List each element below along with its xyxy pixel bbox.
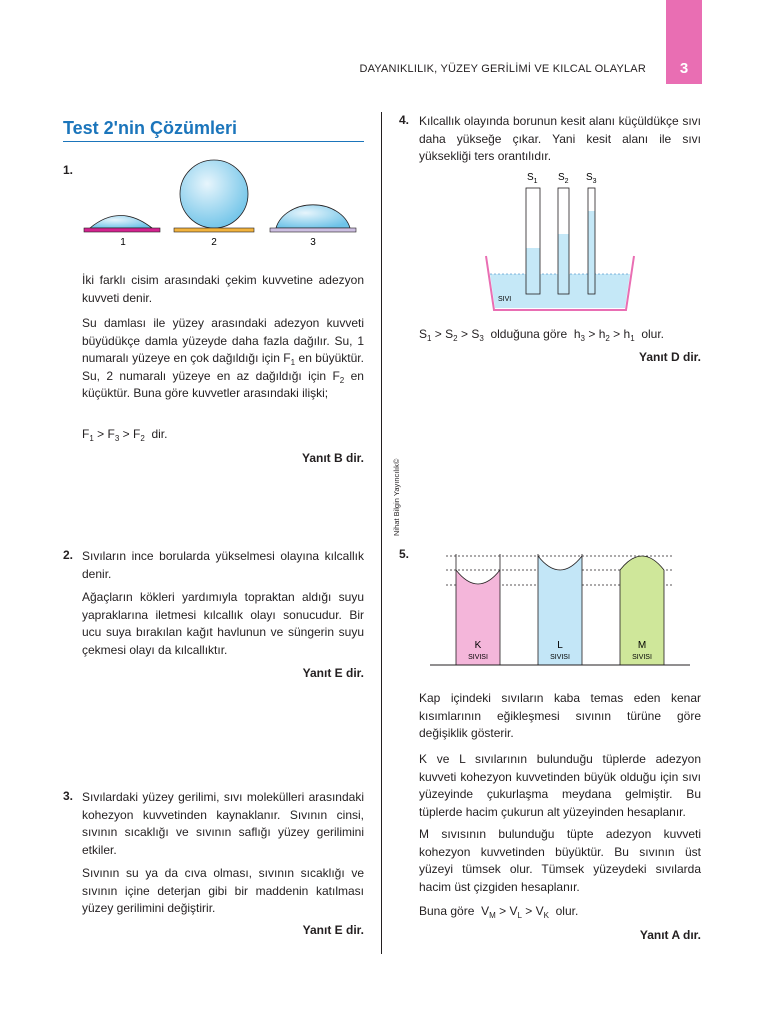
q1-force-relation: $F_1 > F_3 > F_2$ dir. xyxy=(82,427,168,443)
question-3-number: 3. xyxy=(63,789,74,803)
surface-1 xyxy=(84,228,160,232)
tube-label-s1: $S_1$ xyxy=(527,172,538,185)
tube-k-letter: K xyxy=(474,640,482,651)
q1-answer: Yanıt B dir. xyxy=(301,451,364,465)
tube-l-sub: SIVISI xyxy=(550,654,570,661)
page-number-tab xyxy=(666,0,702,84)
q4-relation: $S_1 > S_2 > S_3$ olduğuna göre $h_3 > h_2 > h_1$ olur. xyxy=(419,327,665,343)
droplet-3 xyxy=(276,205,350,228)
page-number: 3 xyxy=(679,60,689,77)
tube-s2 xyxy=(558,188,569,294)
question-2-number: 2. xyxy=(63,548,74,562)
title-underline xyxy=(63,141,364,142)
q3-paragraph-2: Sıvının su ya da cıva olması, sıvının sıcaklığı ve sıvının içine deterjan gibi bir maddenin katılması yüzey gerilimini değiştirir. xyxy=(82,866,364,915)
q3-paragraph-1: Sıvılardaki yüzey gerilimi, sıvı molekülleri arasındaki kohezyon kuvvetinden kaynaklanır. Sıvının cinsi, sıvının sıcaklığı ve sıvının saflığı yüzey gerilimini etkiler. xyxy=(82,790,364,857)
q5-paragraph-2: K ve L sıvılarının bulunduğu tüplerde adezyon kuvveti kohezyon kuvvetinden büyük olduğu için sıvı yüzeyinde çukurlaşma meydana gelmiştir. Bu tüplerde hacim çukurun alt yüzeyinden hesaplanır. xyxy=(419,752,701,819)
q5-paragraph-1: Kap içindeki sıvıların kaba temas eden kenar kısımlarının eğikleşmesi sıvının türüne göre değişiklik gösterir. xyxy=(419,691,701,740)
q2-paragraph-2: Ağaçların kökleri yardımıyla topraktan aldığı suyu yapraklarına iletmesi kılcallık olayı sonucudur. Bir ucu suya bırakılan kağıt havlunun ve süngerin suyu çekmesi olayı da kılcallıktır. xyxy=(82,590,364,657)
chapter-header: DAYANIKLILIK, YÜZEY GERİLİMİ VE KILCAL OLAYLAR xyxy=(359,63,646,75)
droplet-2 xyxy=(180,160,248,228)
page-title: Test 2'nin Çözümleri xyxy=(63,118,237,138)
tube-k-sub: SIVISI xyxy=(468,654,488,661)
q4-paragraph-1: Kılcallık olayında borunun kesit alanı küçüldükçe sıvı daha yükseğe çıkar. Yani kesit alanı ile sıvı yüksekliği ters orantılıdır. xyxy=(419,114,701,163)
q1-droplet-figure xyxy=(80,158,360,250)
tube-s3 xyxy=(588,188,595,294)
question-4-number: 4. xyxy=(399,113,410,127)
surface-label-2: 2 xyxy=(211,237,217,248)
tube-l-letter: L xyxy=(557,640,563,651)
tube-s1 xyxy=(526,188,540,294)
q3-answer: Yanıt E dir. xyxy=(302,923,364,937)
droplet-1 xyxy=(90,216,152,229)
question-5-number: 5. xyxy=(399,547,410,561)
surface-3 xyxy=(270,228,356,232)
q4-capillary-figure xyxy=(480,168,650,318)
q5-relation: Buna göre $V_M > V_L > V_K$ olur. xyxy=(419,904,579,920)
publisher-text: Nihat Bilgin Yayıncılık© xyxy=(392,458,401,536)
liquid-label: SIVI xyxy=(498,296,512,303)
tube-label-s3: $S_3$ xyxy=(586,172,597,185)
q5-tubes-figure xyxy=(428,548,692,670)
column-divider xyxy=(381,112,382,954)
tube-m-sub: SIVISI xyxy=(632,654,652,661)
q2-paragraph-1: Sıvıların ince borularda yükselmesi olayına kılcallık denir. xyxy=(82,549,364,581)
tube-m-letter: M xyxy=(637,640,647,651)
q2-answer: Yanıt E dir. xyxy=(302,666,364,680)
surface-2 xyxy=(174,228,254,232)
surface-label-3: 3 xyxy=(310,237,316,248)
q5-answer: Yanıt A dır. xyxy=(639,928,701,942)
q1-paragraph-1: İki farklı cisim arasındaki çekim kuvvetine adezyon kuvveti denir. xyxy=(82,273,364,305)
surface-label-1: 1 xyxy=(120,237,126,248)
q5-paragraph-3: M sıvısının bulunduğu tüpte adezyon kuvveti kohezyon kuvvetinden büyüktür. Bu sıvının üst yüzeyi tümsek olur. Tümsek yüzeydeki sıvılarda hacim üst çizgiden hesaplanır. xyxy=(419,827,701,894)
tube-label-s2: $S_2$ xyxy=(558,172,569,185)
question-1-number: 1. xyxy=(63,163,74,177)
q4-answer: Yanıt D dir. xyxy=(638,350,701,364)
q1-paragraph-2: Su damlası ile yüzey arasındaki adezyon kuvveti büyüdükçe damla yüzeyde daha fazla dağılır. Su, 1 numaralı yüzeye en çok dağıldığı için $F_1$ en büyüktür. Su, 2 numaralı yüzeye en az dağıldığı için $F_2$ en küçüktür. Buna göre kuvvetler arasındaki ilişki; xyxy=(82,316,364,400)
